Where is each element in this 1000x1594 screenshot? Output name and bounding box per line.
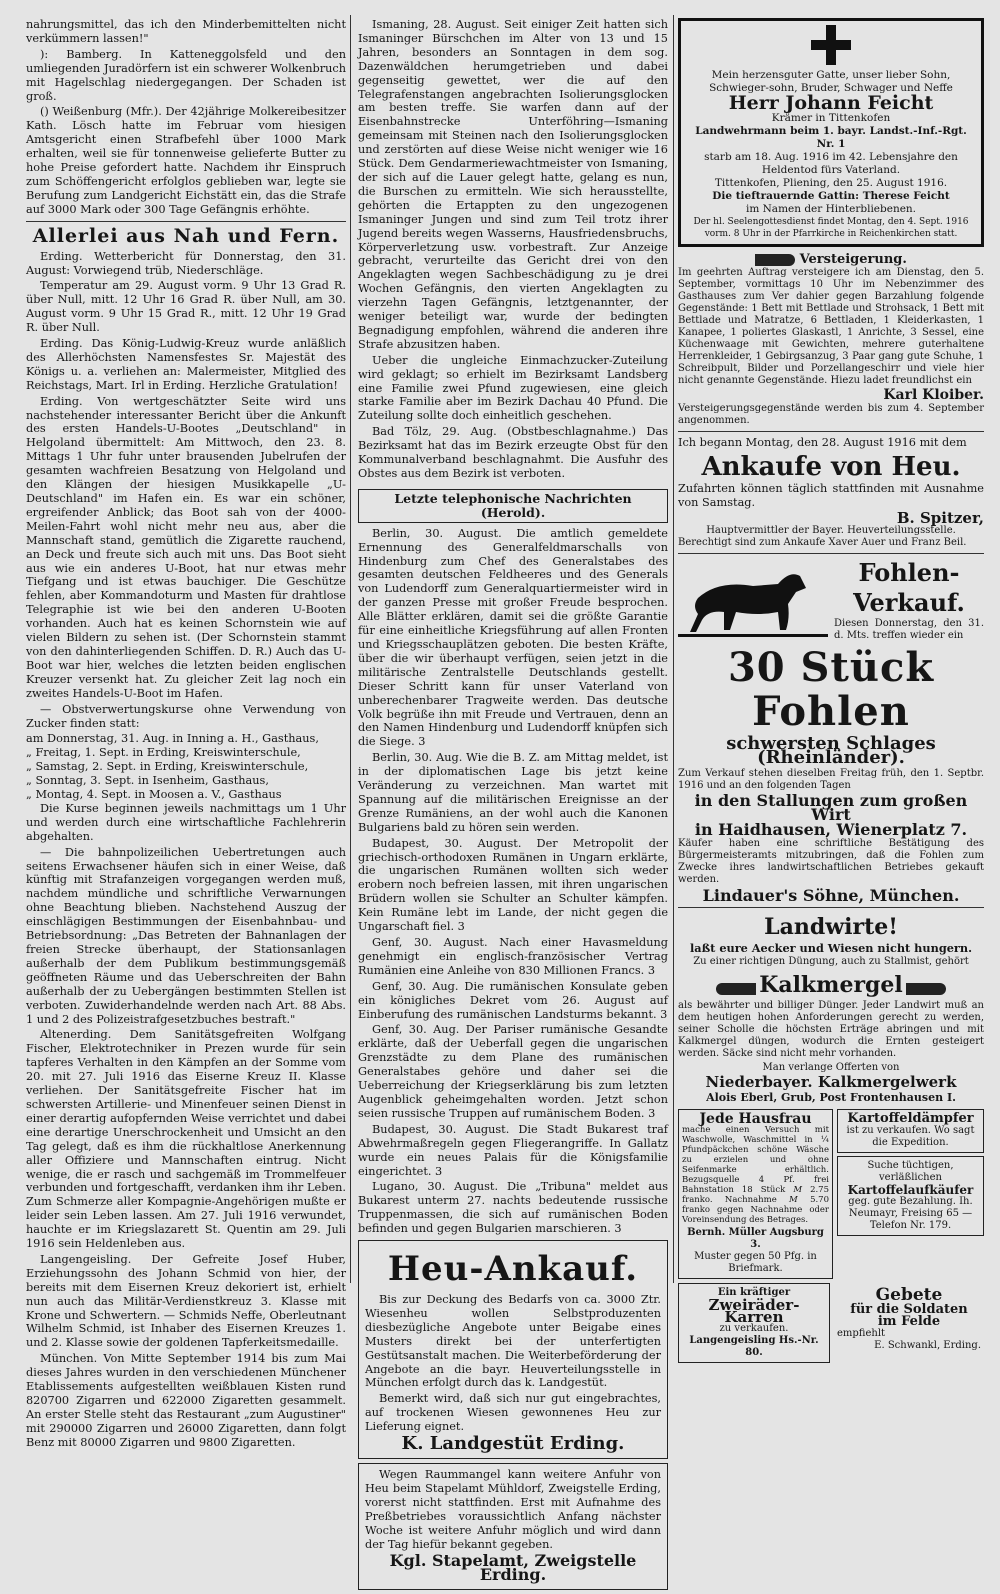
small-ads-row	[678, 1109, 984, 1279]
ad-title: Heu-Ankauf.	[387, 1249, 639, 1290]
article-text: Ueber die ungleiche Einmachzucker-Zuteilung wird geklagt; so erhielt im Bezirksamt Landsberg eine Familie zwei Pfund zugewiesen, eine gleich starke Familie aber im Bezirk Dachau 40 Pfund. Die Zuteilung sollte doch einheitlich geschehen.	[358, 353, 668, 423]
obituary-notice	[678, 18, 984, 247]
ad-title: Gebete	[875, 1284, 943, 1305]
schedule-line: am Donnerstag, 31. Aug. in Inning a. H., Gasthaus,	[26, 732, 319, 746]
column-left	[26, 18, 346, 1452]
article-text: Erding. Wetterbericht für Donnerstag, den 31. August: Vorwiegend trüb, Niederschläge.	[26, 249, 346, 277]
ad-text: empfiehlt	[837, 1327, 886, 1339]
section-heading: Allerlei aus Nah und Fern.	[32, 224, 340, 247]
prayers-ad	[834, 1283, 984, 1363]
ad-headline: Kalkmergel	[759, 971, 903, 998]
ad-text: Versteigerungsgegenstände werden bis zum 4. September angenommen.	[678, 402, 984, 426]
section-divider	[678, 553, 984, 554]
ad-text: Diesen Donnerstag, den 31. d. Mts. treffen wieder ein	[834, 618, 984, 642]
ad-title: Jede Hausfrau	[699, 1110, 812, 1127]
ad-text: Bis zur Deckung des Bedarfs von ca. 3000 Ztr. Wiesenheu wollen Selbstproduzenten diesbezügliche Angebote unter Beigabe eines Musters direkt bei der unterfertigten Gestütsanstalt machen. Die Weiterbeförderung der Angebote an die bayr. Heuverteilungsstelle in München erfolgt durch das k. Landgestüt.	[365, 1293, 661, 1390]
auction-ad	[678, 253, 984, 427]
ad-text: zu verkaufen.	[719, 1322, 789, 1334]
foal-sale-ad	[678, 558, 984, 905]
obit-text: Tittenkofen, Pliening, den 25. August 1916.	[714, 177, 948, 189]
ad-location: in Haidhausen, Wienerplatz 7.	[694, 820, 968, 840]
cart-ad	[678, 1283, 830, 1363]
article-text: — Obstverwertungskurse ohne Verwendung von Zucker finden statt:	[26, 702, 346, 730]
ad-title: Kartoffelaufkäufer	[847, 1182, 974, 1197]
ad-address: geg. gute Bezahlung. Ih. Neumayr, Freising 65 — Telefon Nr. 179.	[848, 1195, 973, 1231]
news-item: Berlin, 30. Aug. Wie die B. Z. am Mittag meldet, ist in der diplomatischen Lage bis jetzt keine Veränderung zu verzeichnen. Man wartet mit Spannung auf die militärischen Ereignisse an der Grenze Rumäniens, an der wohl auch die Kanonen Bulgariens bald zu hören sein werden.	[358, 751, 668, 834]
column-divider	[673, 15, 674, 1283]
section-divider	[26, 221, 346, 222]
course-schedule	[26, 732, 346, 802]
news-item: Lugano, 30. August. Die „Tribuna" meldet aus Bukarest unterm 27. nachts bedeutende russische Truppenmassen, die sich auf rumänischen Boden befinden und gegen Bulgarien marschieren. 3	[358, 1180, 668, 1236]
ad-title: für die Soldaten	[850, 1301, 968, 1317]
ad-title: Kartoffeldämpfer	[847, 1110, 974, 1126]
ad-text: Berechtigt sind zum Ankaufe Xaver Auer und Franz Beil.	[678, 537, 967, 549]
ad-text: Im geehrten Auftrag versteigere ich am Dienstag, den 5. September, vormittags 10 Uhr im Nebenzimmer des Gasthauses zum Ver dahier gegen Barzahlung folgende Gegenstände: 1 Bett mit Bettlade und Strohsack, 1 Bett mit Bettlade und Matratze, 6 Bettladen, 1 Kleiderkasten, 1 Kanapee, 1 poliertes Glaskastl, 1 Anrichte, 3 Sessel, eine Küchenwaage mit Gewichten, mehrere guterhaltene Herrenkleider, 1 Gebirgsanzug, 3 Paar gang gute Schuhe, 1 Schreibpult, Bilder und Porzellangeschirr und viele hier nicht genannte Gegenstände. Hiezu ladet freundlichst ein	[678, 266, 984, 386]
ad-title: Fohlen-	[858, 558, 960, 588]
article-text: () Weißenburg (Mfr.). Der 42jährige Molkereibesitzer Kath. Lösch hatte im Februar vom hiesigen Amtsgericht einen Strafbefehl über 1000 Mark erhalten, weil sie für tonnenweise gelieferte Butter zu hohe Preise gefordert hatte. Nachdem ihr Einspruch zum Schöffengericht erfolglos geblieben war, legte sie Berufung zum Landgericht Eichstätt ein, das die Strafe auf 3000 Mark oder 300 Tage Gefängnis erhöhte.	[26, 105, 346, 216]
article-text: ): Bamberg. In Katteneggolsfeld und den umliegenden Juradörfern ist ein schwerer Wolkenbruch mit Hagelschlag niedergegangen. Der Schaden ist groß.	[26, 47, 346, 103]
ad-address: Langengeisling Hs.-Nr. 80.	[689, 1334, 819, 1358]
ad-text: Muster gegen 50 Pfg. in Briefmark.	[694, 1250, 817, 1274]
ad-text: mache einen Versuch mit Waschwolle, Waschmittel in ¼ Pfundpäckchen schöne Wäsche zu erzielen und ohne Seifenmarke erhältlich. Bezugsquelle 4 Pf. frei Bahnstation 18 Stück 𝑀 2.75 franko. Nachnahme 𝑀 5.70 franko gegen Nachnahme oder Voreinsendung des Betrages.	[682, 1124, 829, 1225]
ad-text: Zufahrten können täglich stattfinden mit Ausnahme von Samstag.	[678, 481, 984, 509]
horse-icon	[678, 558, 828, 644]
article-text: Bad Tölz, 29. Aug. (Obstbeschlagnahme.) Das Bezirksamt hat das im Bezirk erzeugte Obst für den Kommunalverband beschlagnahmt. Die Ausfuhr des Obstes aus dem Bezirk ist verboten.	[358, 425, 668, 480]
ad-text: Ein kräftiger	[717, 1286, 791, 1298]
ad-headline: 30 Stück Fohlen	[727, 644, 935, 736]
ad-signature: Kgl. Stapelamt, Zweigstelle Erding.	[389, 1551, 637, 1585]
schedule-line: „ Montag, 4. Sept. in Moosen a. V., Gasthaus	[26, 788, 282, 802]
section-divider	[678, 907, 984, 908]
pointing-hand-icon	[906, 983, 946, 995]
pointing-hand-icon	[716, 983, 756, 995]
schedule-line: „ Sonntag, 3. Sept. in Isenheim, Gasthaus,	[26, 774, 269, 788]
ad-location: in den Stallungen zum großen Wirt	[694, 791, 968, 825]
news-item: Budapest, 30. August. Der Metropolit der griechisch-orthodoxen Rumänen in Ungarn erklärte, die ungarischen Rumänen wollten sich weder erobern noch befreien lassen, mit ihren ungarischen Brüdern wollen sie Schulter an Schulter kämpfen. Kein Rumäne lebt im Lande, der nicht gegen die Ungarschaft fiel. 3	[358, 836, 668, 934]
ad-signature: Niederbayer. Kalkmergelwerk	[705, 1072, 957, 1091]
potato-steamer-ad	[837, 1109, 984, 1153]
pointing-hand-icon	[755, 254, 795, 266]
obit-text: Mein herzensguter Gatte, unser lieber Sohn, Schwieger-sohn, Bruder, Schwager und Neffe	[709, 69, 953, 94]
ad-address: Alois Eberl, Grub, Post Frontenhausen I.	[706, 1090, 956, 1104]
ad-subheadline: schwersten Schlages (Rheinländer).	[726, 733, 936, 769]
obit-text: Die tieftrauernde Gattin: Therese Feicht	[712, 190, 950, 202]
obit-name: Herr Johann Feicht	[728, 92, 934, 114]
ad-title	[678, 253, 984, 267]
hay-purchase-ad	[358, 1240, 668, 1459]
ad-signature: Bernh. Müller Augsburg 3.	[687, 1226, 824, 1250]
ad-signature: K. Landgestüt Erding.	[401, 1433, 625, 1455]
ad-text: als bewährter und billiger Dünger. Jeder Landwirt muß an dem heutigen hohen Anforderungen gerecht zu werden, seiner Scholle die höchsten Erträge abringen und mit Kalkmergel düngen, wodurch die Ernten gesteigert werden. Säcke sind nicht mehr vorhanden.	[678, 999, 984, 1059]
news-item: Budapest, 30. August. Die Stadt Bukarest traf Abwehrmaßregeln gegen Fliegerangriffe. In Gallatz wurde ein neues Palais für die Königsfamilie eingerichtet. 3	[358, 1122, 668, 1178]
ad-signature: Lindauer's Söhne, München.	[702, 885, 960, 905]
ad-subtitle: laßt eure Aecker und Wiesen nicht hungern.	[689, 940, 973, 955]
obit-text: starb am 18. Aug. 1916 im 42. Lebensjahre den Heldentod fürs Vaterland.	[704, 151, 958, 176]
ad-title: Ankaufe von Heu.	[701, 451, 961, 482]
washing-ad	[678, 1109, 833, 1279]
article-text: Langengeisling. Der Gefreite Josef Huber, Erziehungssohn des Johann Schmid von hier, der bereits mit dem Eisernen Kreuz dekoriert ist, erhielt nun auch das Militär-Verdienstkreuz 3. Klasse mit Krone und Schwertern. — Schmids Neffe, Oberleutnant Wilhelm Schmid, ist Inhaber des Eisernen Kreuzes 1. und 2. Klasse sowie der goldenen Tapferkeitsmedaille.	[26, 1252, 346, 1350]
news-box-heading: Letzte telephonische Nachrichten (Herold).	[358, 489, 668, 523]
article-text: Erding. Von wertgeschätzter Seite wird uns nachstehender interessanter Bericht über die Ankunft des ersten Handels-U-Bootes „Deutschland" in Helgoland übermittelt: Am Mittwoch, den 23. 8. Mittags 1 Uhr fuhr unter brausenden Jubelrufen der gesamten wachfreien Besatzung von Helgoland und den Klängen der hiesigen Musikkapelle „U-Deutschland" im Hafen ein. Es war ein schöner, ergreifender Anblick; das Boot sah von der 4000-Meilen-Fahrt wohl nicht mehr neu aus, aber die Mannschaft stand, gemütlich die Zigarette rauchend, an Deck und freute sich auch mit uns. Das Boot sieht aus wie ein anderes U-Boot, hat nur etwas mehr Tiefgang und ist etwas bauchiger. Die Geschütze fehlen, aber Kommandoturm und Masten für drahtlose Telegraphie ist wie bei den anderen U-Booten vorhanden. Auch hat es keinen Schornstein wie auf vielen Bildern zu sehen ist. (Der Schornstein stammt von den dahinterliegenden Schiffen. D. R.) Auch das U-Boot war hier, welches die letzten beiden englischen Kreuzer versenkt hat. Zu gleicher Zeit lag noch ein zweites Handels-U-Boot im Hafen.	[26, 394, 346, 700]
ad-title-text: Versteigerung.	[799, 252, 907, 267]
article-text: Temperatur am 29. August vorm. 9 Uhr 13 Grad R. über Null, mitt. 12 Uhr 16 Grad R. über Null, am 30. August vorm. 9 Uhr 15 Grad R., mitt. 12 Uhr 19 Grad R. über Null.	[26, 279, 346, 335]
iron-cross-icon	[811, 25, 851, 65]
ad-text: Zu einer richtigen Düngung, auch zu Stallmist, gehört	[693, 955, 969, 967]
obit-text: Landwehrmann beim 1. bayr. Landst.-Inf.-Rgt. Nr. 1	[695, 125, 967, 150]
fertilizer-ad	[678, 912, 984, 1105]
schedule-line: „ Freitag, 1. Sept. in Erding, Kreiswinterschule,	[26, 746, 301, 760]
ad-signature: Karl Kloiber.	[883, 386, 984, 403]
obit-text: Der hl. Seelengottesdienst findet Montag, den 4. Sept. 1916 vorm. 8 Uhr in der Pfarrkirche in Reichenkirchen statt.	[693, 217, 969, 239]
potato-ads	[837, 1109, 984, 1279]
article-text: Erding. Das König-Ludwig-Kreuz wurde anläßlich des Allerhöchsten Namensfestes Sr. Majestät des Königs u. a. verliehen an: Malermeister, Mitglied des Reichstags, Mart. Irl in Erding. Herzliche Gratulation!	[26, 337, 346, 392]
article-text: nahrungsmittel, das ich den Minderbemittelten nicht verkümmern lassen!"	[26, 18, 346, 45]
news-item: Genf, 30. Aug. Der Pariser rumänische Gesandte erklärte, daß der Ueberfall gegen die ungarischen Grenzstädte zu dem Plane des rumänischen Generalstabes gehöre und daher sei die Ueberreichung der Kriegserklärung bis zum letzten Augenblick geheimgehalten worden. Jetzt schon seien russische Truppen auf rumänischem Boden. 3	[358, 1023, 668, 1120]
ad-text: ist zu verkaufen. Wo sagt die Expedition.	[846, 1124, 975, 1148]
ad-title: Verkauf.	[853, 588, 965, 618]
obit-text: im Namen der Hinterbliebenen.	[745, 203, 917, 215]
ad-headline-row	[678, 970, 984, 1000]
ad-signature: E. Schwankl, Erding.	[874, 1339, 981, 1351]
ad-title: Zweiräder-Karren	[708, 1295, 800, 1326]
ad-text: Ich begann Montag, den 28. August 1916 mit dem	[678, 435, 967, 449]
ad-title: Landwirte!	[764, 913, 898, 940]
news-item: Genf, 30. August. Nach einer Havasmeldung genehmigt ein englisch-französischer Vertrag Rumänien eine Anleihe von 830 Millionen Francs. 3	[358, 936, 668, 977]
section-divider	[678, 431, 984, 432]
ad-text: Man verlange Offerten von	[762, 1061, 900, 1073]
stapelamt-notice	[358, 1463, 668, 1590]
news-item: Berlin, 30. August. Die amtlich gemeldete Ernennung des Generalfeldmarschalls von Hindenburg zum Chef des Generalstabes des gesamten deutschen Feldheeres und des Generals von Ludendorff zum Generalquartiermeister wird in der ganzen Presse mit großer Freude besprochen. Alle Blätter erklären, damit sei die größte Garantie für eine einheitliche Kriegsführung auf allen Fronten und Kriegsschauplätzen geboten. Die besten Kräfte, über die wir überhaupt verfügen, seien jetzt in die militärische Zentralstelle Deutschlands gestellt. Dieser Schritt kann für unser Vaterland von unberechenbarer Tragweite werden. Das deutsche Volk begrüße ihn mit Freude und Vertrauen, denn an den Namen Hindenburg und Ludendorff knüpfen sich die Siege. 3	[358, 526, 668, 749]
column-middle	[358, 18, 668, 1594]
ad-signature: B. Spitzer,	[896, 508, 984, 527]
column-right	[678, 18, 984, 1363]
ad-text: Wegen Raummangel kann weitere Anfuhr von Heu beim Stapelamt Mühldorf, Zweigstelle Erding, vorerst nicht stattfinden. Erst mit Aufnahme des Preßbetriebes voraussichtlich Anfang nächster Woche ist weitere Anfuhr möglich und wird dann der Tag hiefür bekannt gegeben.	[365, 1468, 661, 1551]
article-text: München. Von Mitte September 1914 bis zum Mai dieses Jahres wurden in den verschiedenen Münchener Etablissements aufgestellten weißblauen Kisten rund 820700 Zigarren und 622000 Zigaretten gesammelt. An erster Stelle steht das Restaurant „zum Augustiner" mit 290000 Zigarren und 26000 Zigaretten, dann folgt Benz mit 80000 Zigarren und 9800 Zigaretten.	[26, 1352, 346, 1449]
article-text: — Die bahnpolizeilichen Uebertretungen auch seitens Erwachsener häufen sich in einer Weise, daß künftig mit Strafanzeigen vorgegangen werden muß, nachdem mündliche und schriftliche Verwarnungen ohne Beachtung blieben. Nachstehend Auszug der einschlägigen Bestimmungen der Eisenbahnbau- und Betriebsordnung: „Das Betreten der Bahnanlagen der freien Strecke überhaupt, der Stationsanlagen außerhalb der dem Publikum bestimmungsgemäß geöffneten Räume und das Ueberschreiten der Bahn außerhalb der zu Uebergängen bestimmten Stellen ist verboten. Zuwiderhandelnde werden nach Art. 88 Abs. 1 und 2 des Polizeistrafgesetzbuches bestraft."	[26, 845, 346, 1026]
hay-buying-ad	[678, 436, 984, 550]
ad-title: im Felde	[877, 1313, 941, 1329]
ad-text: Käufer haben eine schriftliche Bestätigung des Bürgermeisteramts mitzubringen, daß die Fohlen zum Zwecke ihres landwirtschaftlichen Betriebes gekauft werden.	[678, 837, 984, 885]
ad-text: Hauptvermittler der Bayer. Heuverteilungsstelle.	[706, 525, 956, 537]
ad-text: Bemerkt wird, daß sich nur gut eingebrachtes, auf trockenen Wiesen gewonnenes Heu zur Lieferung eignet.	[365, 1392, 661, 1434]
schedule-line: „ Samstag, 2. Sept. in Erding, Kreiswinterschule,	[26, 760, 309, 774]
news-item: Genf, 30. Aug. Die rumänischen Konsulate geben ein königliches Dekret vom 26. August auf Einberufung des rumänischen Landsturms bekannt. 3	[358, 979, 668, 1021]
obit-text: Krämer in Tittenkofen	[771, 112, 891, 124]
article-text: Altenerding. Dem Sanitätsgefreiten Wolfgang Fischer, Elektrotechniker in Prezen wurde für sein tapferes Verhalten in den Kämpfen an der Somme vom 20. mit 27. Juli 1916 das Eiserne Kreuz II. Klasse verliehen. Der Sanitätsgefreite Fischer hat im schwersten Artillerie- und Minenfeuer seinen Dienst in einer derartig aufopfernden Weise verrichtet und dabei eine derartige Unerschrockenheit und Umsicht an den Tag gelegt, daß es ihm die rückhaltlose Anerkennung aller Offiziere und Mannschaften eintrug. Nicht wenige, die er rasch und sachgemäß im Trommelfeuer verbunden und fortgeschafft, verdanken ihm ihr Leben. Zum Schmerze aller Kompagnie-Angehörigen mußte er leider sein Leben lassen. Am 27. Juli 1916 verwundet, hauchte er im Kriegslazarett St. Quentin am 29. Juli 1916 sein Heldenleben aus.	[26, 1028, 346, 1251]
article-text: Ismaning, 28. August. Seit einiger Zeit hatten sich Ismaninger Bürschchen im Alter von 13 und 15 Jahren, besonders an Sonntagen in dem sog. Dazenwäldchen herumgetrieben und dabei gegenseitig gewettet, wer die auf den Telegrafenstangen angebrachten Isolierungsglocken am besten treffe. Sie warfen dann auf der Eisenbahnstrecke Unterföhring—Ismaning gemeinsam mit Steinen nach den Isolierungsglocken und zerstörten auf diese Weise nicht weniger wie 16 Stück. Dem Gendarmeriewachtmeister von Ismaning, der sich auf die Lauer gelegt hatte, gelang es nun, die Burschen zu ermitteln. Wie sich herausstellte, gehörten die Ertappten zu den ungezogenen Ismaninger Jungen und sind zum Teil trotz ihrer Jugend bereits wegen Wasserns, Hausfriedensbruchs, Körperverletzung usw. vorbestraft. Zur Anzeige gebracht, verurteilte das Gericht drei von den Angeklagten wegen Sachbeschädigung zu je drei Wochen Gefängnis, den vierten Angeklagten zu vierzehn Tagen Gefängnis, letztgenannter, der weniger beteiligt war, wurde der bedingten Begnadigung empfohlen, während die anderen ihre Strafe abzusitzen haben.	[358, 18, 668, 351]
article-text: Die Kurse beginnen jeweils nachmittags um 1 Uhr und werden durch eine wirtschaftliche Fachlehrerin abgehalten.	[26, 801, 346, 843]
ad-text: Suche tüchtigen, verläßlichen	[867, 1159, 954, 1183]
ad-text: Zum Verkauf stehen dieselben Freitag früh, den 1. Septbr. 1916 und an den folgenden Tagen	[678, 768, 984, 792]
potato-buyer-ad	[837, 1156, 984, 1236]
small-ads-row	[678, 1283, 984, 1363]
column-divider	[350, 15, 351, 1283]
